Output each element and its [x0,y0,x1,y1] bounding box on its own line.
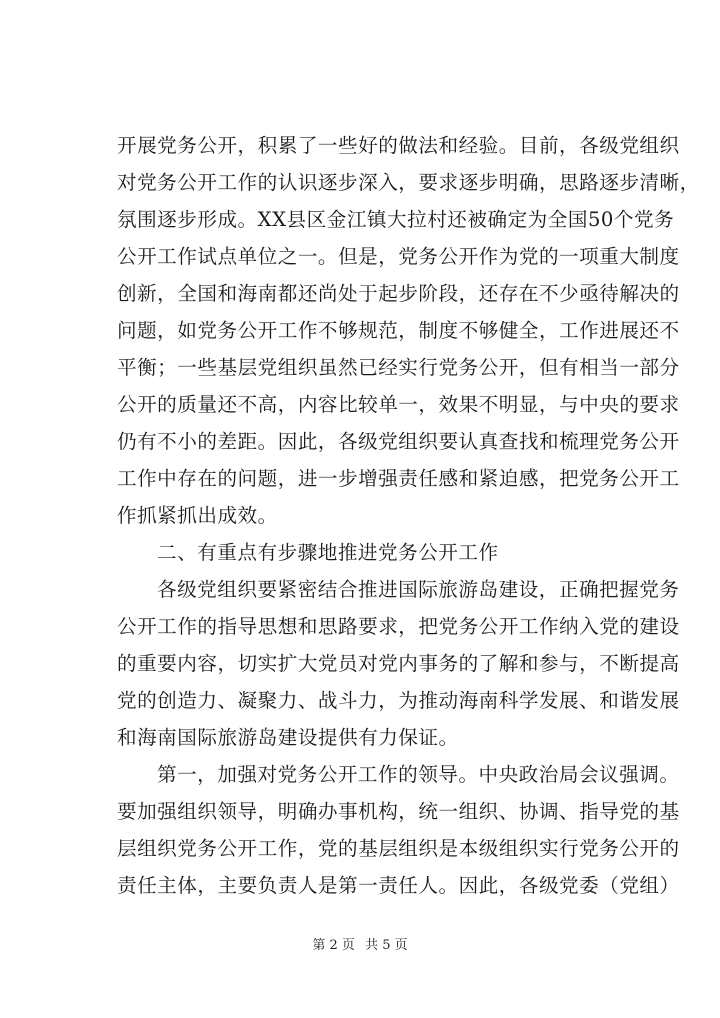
text-line: 对党务公开工作的认识逐步深入，要求逐步明确，思路逐步清晰， [117,171,700,194]
text-line: 要加强组织领导，明确办事机构，统一组织、协调、指导党的基 [117,800,680,823]
text-line: 问题，如党务公开工作不够规范，制度不够健全，工作进展还不 [117,319,680,342]
text-line: 开展党务公开，积累了一些好的做法和经验。目前，各级党组织 [117,134,680,157]
text-line: 党的创造力、凝聚力、战斗力，为推动海南科学发展、和谐发展 [117,689,680,712]
text-line: 工作中存在的问题，进一步增强责任感和紧迫感，把党务公开工 [117,467,680,490]
text-line: 仍有不小的差距。因此，各级党组织要认真查找和梳理党务公开 [117,430,680,453]
text-line: 和海南国际旅游岛建设提供有力保证。 [117,726,459,749]
text-line: 各级党组织要紧密结合推进国际旅游岛建设，正确把握党务 [157,578,680,601]
page-footer [0,938,720,954]
text-line: 公开工作试点单位之一。但是，党务公开作为党的一项重大制度 [117,245,680,268]
document-body [117,127,700,904]
text-line: 创新，全国和海南都还尚处于起步阶段，还存在不少亟待解决的 [117,282,680,305]
text-line: 公开工作的指导思想和思路要求，把党务公开工作纳入党的建设 [117,615,680,638]
page-total: 共 5 页 [365,938,408,953]
text-line: 作抓紧抓出成效。 [117,504,278,527]
text-line: 氛围逐步形成。XX县区金江镇大拉村还被确定为全国50个党务 [117,208,675,231]
text-line: 平衡；一些基层党组织虽然已经实行党务公开，但有相当一部分 [117,356,680,379]
text-line: 第一，加强对党务公开工作的领导。中央政治局会议强调。 [157,763,680,786]
text-line: 层组织党务公开工作，党的基层组织是本级组织实行党务公开的 [117,837,680,860]
text-line: 的重要内容，切实扩大党员对党内事务的了解和参与，不断提高 [117,652,680,675]
text-line: 责任主体，主要负责人是第一责任人。因此，各级党委（党组） [117,874,680,897]
text-line: 公开的质量还不高，内容比较单一，效果不明显，与中央的要求 [117,393,680,416]
page-number: 第 2 页 [312,938,355,953]
text-line: 二、有重点有步骤地推进党务公开工作 [157,541,499,564]
